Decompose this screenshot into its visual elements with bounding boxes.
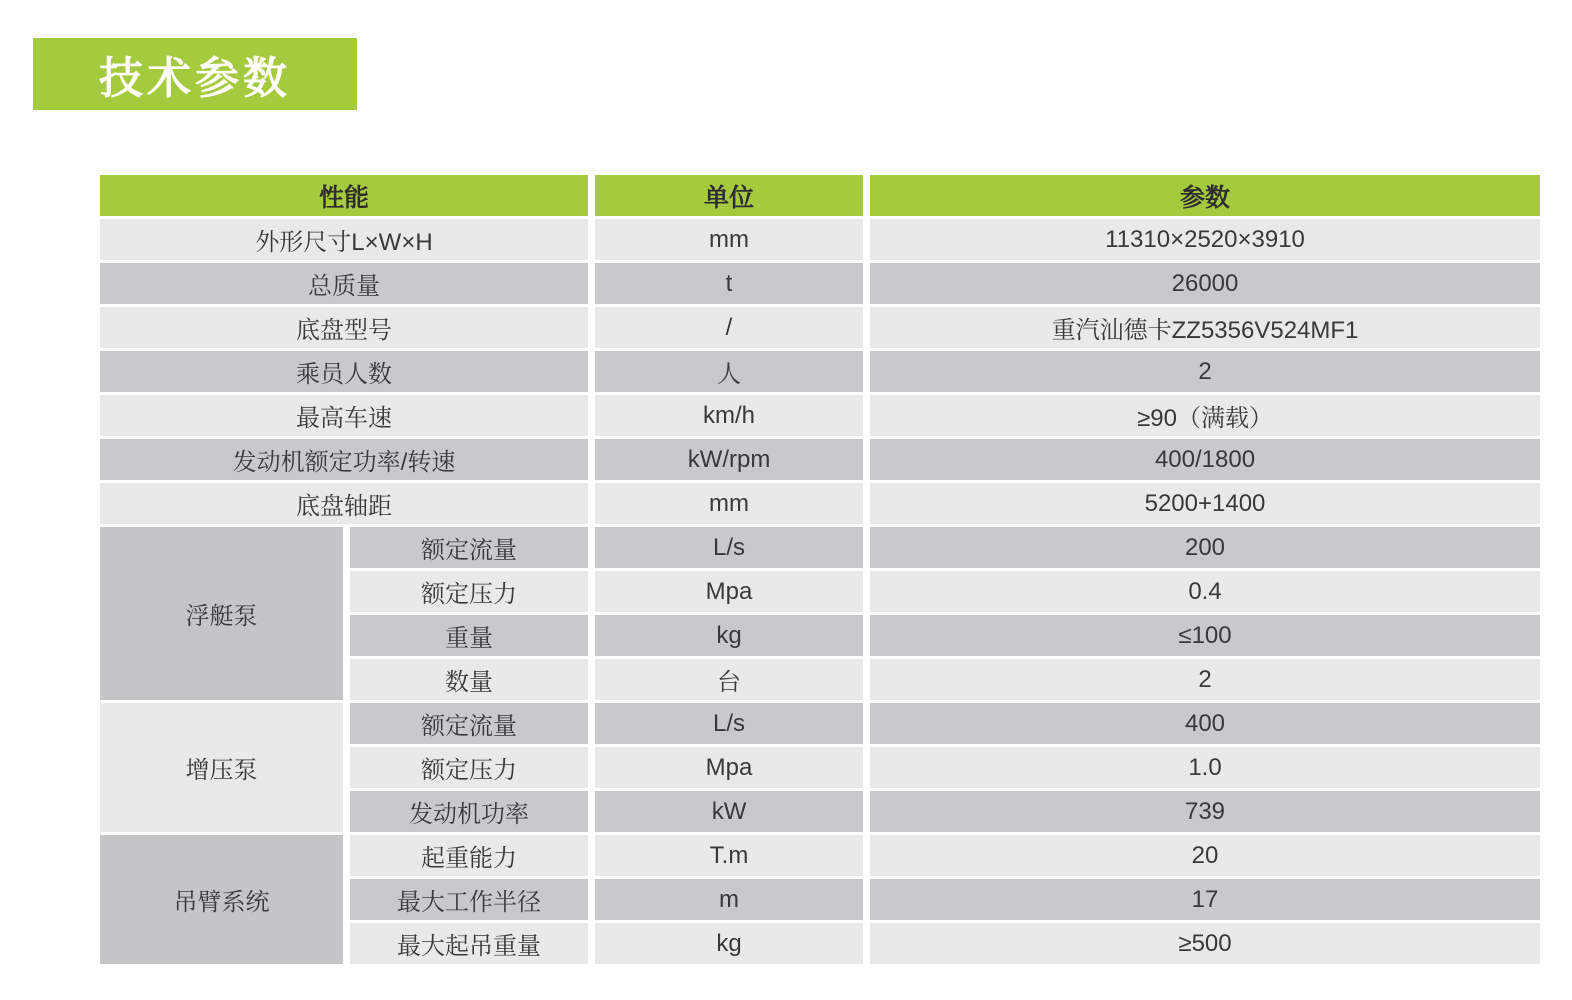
unit-cell: km/h xyxy=(595,395,863,436)
spec-label-cell: 底盘型号 xyxy=(100,307,588,348)
unit-cell: T.m xyxy=(595,835,863,876)
group-label-cell: 浮艇泵 xyxy=(100,527,343,700)
group-label-cell: 吊臂系统 xyxy=(100,835,343,964)
spec-label-cell: 发动机功率 xyxy=(350,791,588,832)
spec-label-cell: 额定流量 xyxy=(350,527,588,568)
unit-cell: L/s xyxy=(595,527,863,568)
table-row xyxy=(100,703,1540,744)
spec-label-cell: 发动机额定功率/转速 xyxy=(100,439,588,480)
header-row xyxy=(100,175,1540,216)
unit-cell: 人 xyxy=(595,351,863,392)
table-row xyxy=(100,527,1540,568)
unit-cell: mm xyxy=(595,483,863,524)
spec-label-cell: 底盘轴距 xyxy=(100,483,588,524)
value-cell: 20 xyxy=(870,835,1540,876)
unit-cell: mm xyxy=(595,219,863,260)
header-unit: 单位 xyxy=(595,175,863,216)
unit-cell: kg xyxy=(595,923,863,964)
unit-cell: m xyxy=(595,879,863,920)
value-cell: 5200+1400 xyxy=(870,483,1540,524)
unit-cell: kg xyxy=(595,615,863,656)
value-cell: 739 xyxy=(870,791,1540,832)
table-row xyxy=(100,439,1540,480)
spec-label-cell: 重量 xyxy=(350,615,588,656)
unit-cell: Mpa xyxy=(595,571,863,612)
value-cell: 200 xyxy=(870,527,1540,568)
table-row xyxy=(100,351,1540,392)
value-cell: 2 xyxy=(870,351,1540,392)
unit-cell: L/s xyxy=(595,703,863,744)
unit-cell: kW/rpm xyxy=(595,439,863,480)
value-cell: ≤100 xyxy=(870,615,1540,656)
spec-label-cell: 起重能力 xyxy=(350,835,588,876)
unit-cell: 台 xyxy=(595,659,863,700)
header-parameter: 参数 xyxy=(870,175,1540,216)
spec-label-cell: 乘员人数 xyxy=(100,351,588,392)
section-title-label: 技术参数 xyxy=(99,54,291,103)
value-cell: 0.4 xyxy=(870,571,1540,612)
table-row xyxy=(100,835,1540,876)
value-cell: ≥500 xyxy=(870,923,1540,964)
value-cell: 400/1800 xyxy=(870,439,1540,480)
value-cell: 26000 xyxy=(870,263,1540,304)
table-row xyxy=(100,219,1540,260)
unit-cell: t xyxy=(595,263,863,304)
table-row xyxy=(100,395,1540,436)
spec-label-cell: 外形尺寸L×W×H xyxy=(100,219,588,260)
group-label-cell: 增压泵 xyxy=(100,703,343,832)
unit-cell: / xyxy=(595,307,863,348)
unit-cell: kW xyxy=(595,791,863,832)
table-row xyxy=(100,307,1540,348)
spec-label-cell: 总质量 xyxy=(100,263,588,304)
spec-table xyxy=(93,172,1547,967)
value-cell: ≥90（满载） xyxy=(870,395,1540,436)
value-cell: 重汽汕德卡ZZ5356V524MF1 xyxy=(870,307,1540,348)
value-cell: 1.0 xyxy=(870,747,1540,788)
spec-label-cell: 额定压力 xyxy=(350,571,588,612)
table-row xyxy=(100,483,1540,524)
value-cell: 11310×2520×3910 xyxy=(870,219,1540,260)
unit-cell: Mpa xyxy=(595,747,863,788)
header-performance: 性能 xyxy=(100,175,588,216)
spec-label-cell: 数量 xyxy=(350,659,588,700)
spec-label-cell: 额定压力 xyxy=(350,747,588,788)
spec-label-cell: 额定流量 xyxy=(350,703,588,744)
value-cell: 17 xyxy=(870,879,1540,920)
spec-label-cell: 最大起吊重量 xyxy=(350,923,588,964)
value-cell: 400 xyxy=(870,703,1540,744)
section-title xyxy=(33,38,357,110)
value-cell: 2 xyxy=(870,659,1540,700)
table-row xyxy=(100,263,1540,304)
spec-label-cell: 最大工作半径 xyxy=(350,879,588,920)
spec-label-cell: 最高车速 xyxy=(100,395,588,436)
